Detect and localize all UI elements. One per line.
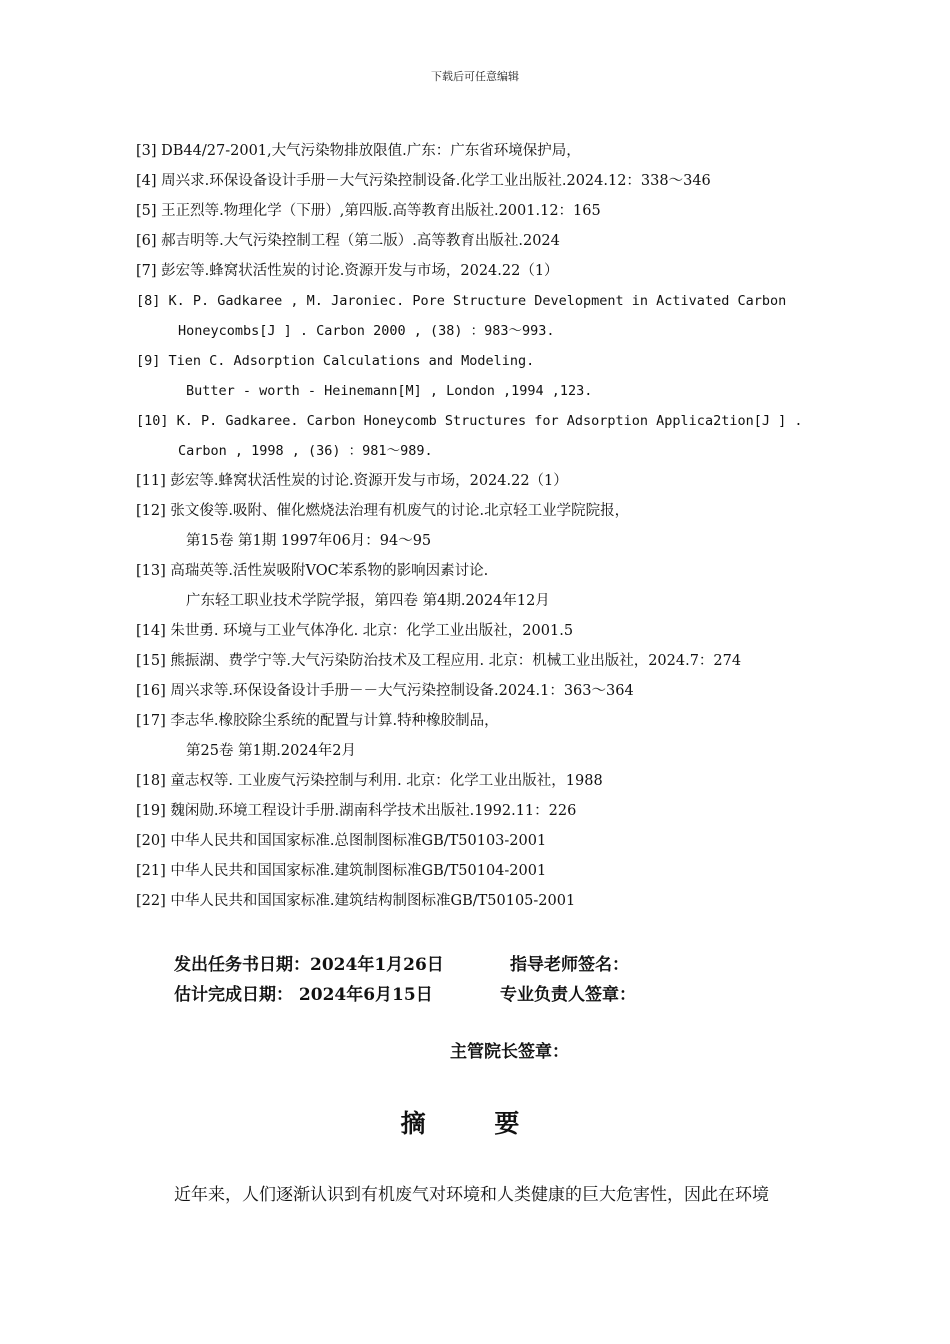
reference-item: [16] 周兴求等.环保设备设计手册－－大气污染控制设备.2024.1：363～364 (136, 683, 634, 699)
reference-item: [20] 中华人民共和国国家标准.总图制图标准GB/T50103-2001 (136, 833, 547, 849)
reference-item: [4] 周兴求.环保设备设计手册－大气污染控制设备.化学工业出版社.2024.12：338～346 (136, 173, 711, 189)
reference-item: [21] 中华人民共和国国家标准.建筑制图标准GB/T50104-2001 (136, 863, 547, 879)
abstract-title: 摘 要 (400, 1109, 550, 1138)
reference-item: [5] 王正烈等.物理化学（下册）,第四版.高等教育出版社.2001.12：165 (136, 203, 601, 219)
page-header: 下载后可任意编辑 (431, 70, 519, 83)
reference-item: [8] K. P. Gadkaree , M. Jaroniec. Pore Structure Development in Activated Carbon (136, 293, 787, 309)
reference-item: [22] 中华人民共和国国家标准.建筑结构制图标准GB/T50105-2001 (136, 893, 576, 909)
major-signature-label: 专业负责人签章： (500, 985, 636, 1005)
issue-date: 发出任务书日期：2024年1月26日 (174, 955, 444, 975)
reference-item: [11] 彭宏等.蜂窝状活性炭的讨论.资源开发与市场，2024.22（1） (136, 473, 568, 489)
finish-date: 估计完成日期： 2024年6月15日 (174, 985, 433, 1005)
reference-item: [19] 魏闲勋.环境工程设计手册.湖南科学技术出版社.1992.11：226 (136, 803, 577, 819)
reference-item: [14] 朱世勇. 环境与工业气体净化. 北京：化学工业出版社，2001.5 (136, 623, 574, 639)
reference-item: [18] 童志权等. 工业废气污染控制与利用. 北京：化学工业出版社，1988 (136, 773, 603, 789)
reference-list (136, 136, 856, 916)
abstract-paragraph: 近年来，人们逐渐认识到有机废气对环境和人类健康的巨大危害性，因此在环境 (174, 1185, 769, 1205)
reference-continuation: Carbon , 1998 , (36) ：981～989. (178, 443, 433, 459)
reference-continuation: 第25卷 第1期.2024年2月 (186, 743, 357, 759)
reference-continuation: 广东轻工职业技术学院学报，第四卷 第4期.2024年12月 (186, 593, 550, 609)
reference-item: [3] DB44/27-2001,大气污染物排放限值.广东：广东省环境保护局， (136, 143, 581, 159)
dean-signature-label: 主管院长签章： (450, 1042, 569, 1062)
reference-continuation: Butter - worth - Heinemann[M] , London ,1994 ,123. (186, 383, 593, 399)
reference-item: [10] K. P. Gadkaree. Carbon Honeycomb Structures for Adsorption Applica2tion[J ] . (136, 413, 803, 429)
reference-continuation: 第15卷 第1期 1997年06月：94～95 (186, 533, 432, 549)
reference-item: [9] Tien C. Adsorption Calculations and Modeling. (136, 353, 535, 369)
reference-item: [7] 彭宏等.蜂窝状活性炭的讨论.资源开发与市场，2024.22（1） (136, 263, 559, 279)
reference-item: [15] 熊振湖、费学宁等.大气污染防治技术及工程应用. 北京：机械工业出版社，2024.7：274 (136, 653, 742, 669)
advisor-signature-label: 指导老师签名： (510, 955, 629, 975)
reference-item: [13] 高瑞英等.活性炭吸附VOC苯系物的影响因素讨论. (136, 563, 489, 579)
reference-item: [12] 张文俊等.吸附、催化燃烧法治理有机废气的讨论.北京轻工业学院院报， (136, 503, 630, 519)
reference-item: [17] 李志华.橡胶除尘系统的配置与计算.特种橡胶制品， (136, 713, 499, 729)
reference-continuation: Honeycombs[J ] . Carbon 2000 , (38) ：983～993. (178, 323, 555, 339)
reference-item: [6] 郝吉明等.大气污染控制工程（第二版）.高等教育出版社.2024 (136, 233, 560, 249)
